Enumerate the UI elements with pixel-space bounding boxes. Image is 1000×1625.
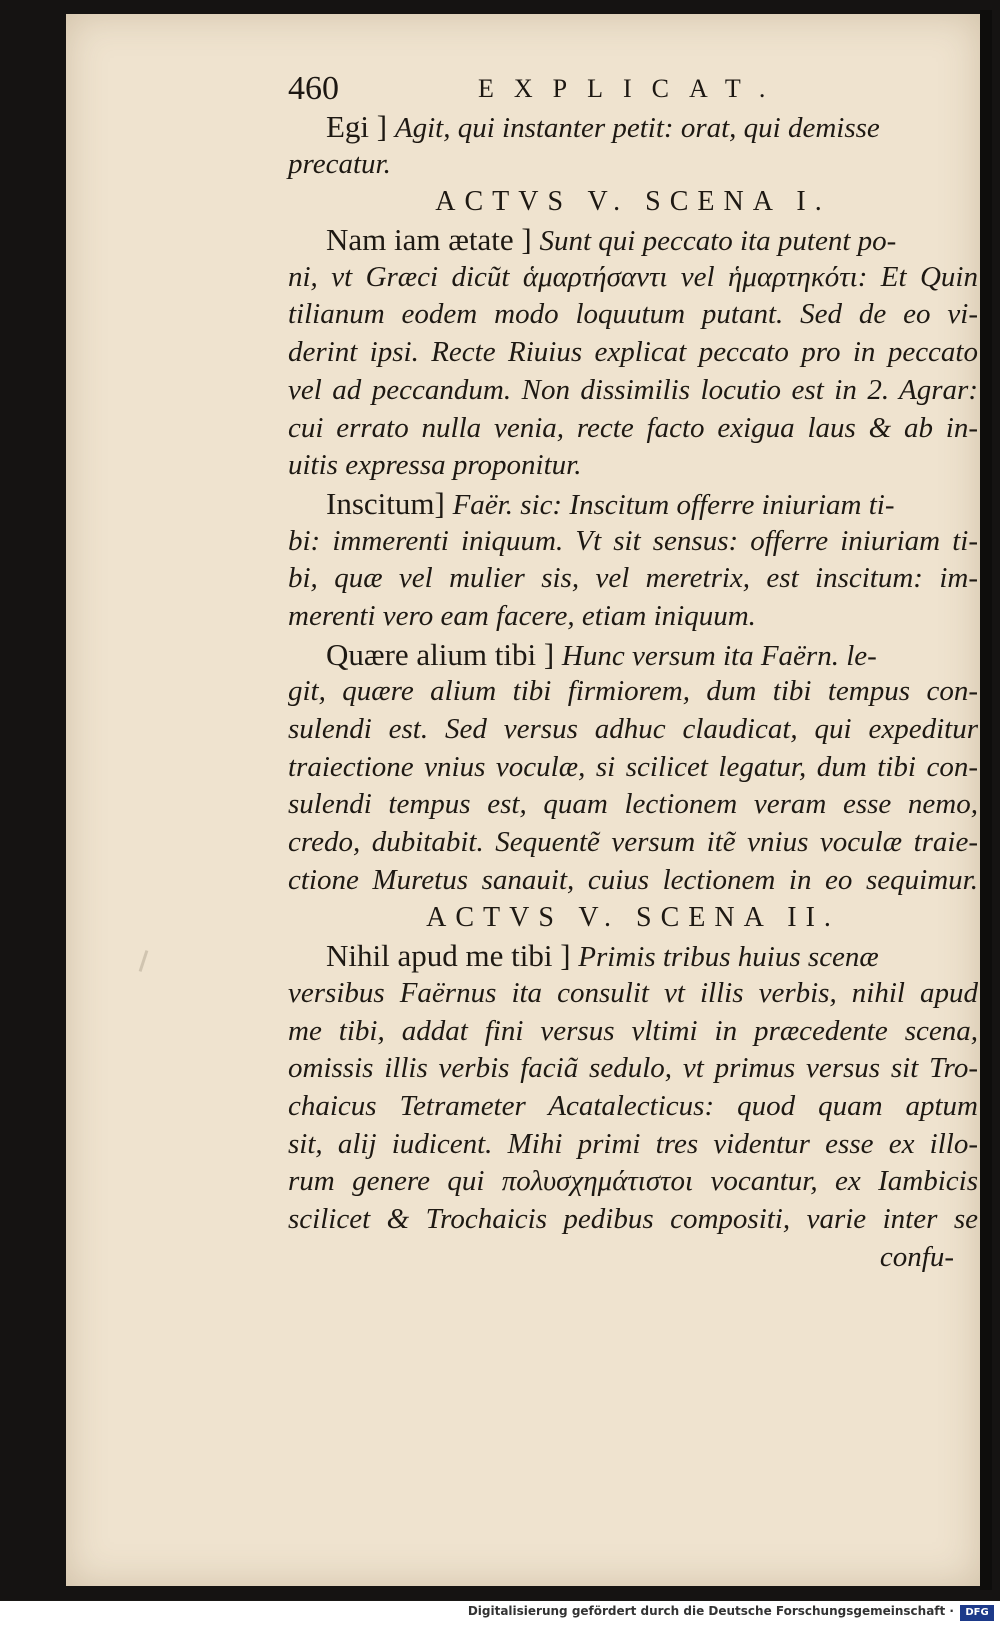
line-text: omissis illis verbis faciã sedulo, vt primus versus sit Tro- <box>288 1052 978 1085</box>
footer-bar <box>0 1601 1000 1625</box>
text-line <box>288 108 978 146</box>
text-line <box>288 711 978 749</box>
line-text: versibus Faërnus ita consulit vt illis verbis, nihil apud <box>288 976 978 1009</box>
line-text: sit, alij iudicent. Mihi primi tres videntur esse ex illo- <box>288 1127 978 1160</box>
lemma: Quære alium tibi ] <box>326 636 562 672</box>
lemma: Nam iam ætate ] <box>326 222 540 258</box>
text-line <box>288 410 978 448</box>
page-body <box>288 108 978 1276</box>
catchword <box>288 1239 978 1277</box>
line-text: merenti vero eam facere, etiam iniquum. <box>288 599 756 632</box>
line-text: Primis tribus huius scenæ <box>578 941 879 974</box>
text-line <box>288 221 978 259</box>
text-line <box>288 1050 978 1088</box>
text-line <box>288 447 978 485</box>
text-line <box>288 786 978 824</box>
line-text: sulendi est. Sed versus adhuc claudicat, qui expeditur <box>288 713 978 745</box>
page-edge <box>980 10 992 1590</box>
line-text: rum genere qui πολυσχημάτιστοι vocantur, ex Iambicis <box>288 1165 978 1198</box>
lemma: Egi ] <box>326 109 395 144</box>
text-line <box>288 975 978 1013</box>
text-line <box>288 636 978 674</box>
text-line <box>288 146 978 184</box>
text-line <box>288 560 978 598</box>
text-line <box>288 1088 978 1126</box>
text-line <box>288 673 978 711</box>
line-text: cui errato nulla venia, recte facto exigua laus & ab in- <box>288 411 978 444</box>
line-text: uitis expressa proponitur. <box>288 449 582 482</box>
line-text: derint ipsi. Recte Riuius explicat peccato pro in peccato <box>288 336 978 369</box>
text-line <box>288 937 978 975</box>
text-line <box>288 1126 978 1164</box>
running-head: EXPLICAT. <box>478 74 786 103</box>
line-text: chaicus Tetrameter Acatalecticus: quod quam aptum <box>288 1089 978 1122</box>
text-line <box>288 1163 978 1201</box>
line-text: traiectione vnius voculæ, si scilicet legatur, dum tibi con- <box>288 750 978 783</box>
text-line <box>288 523 978 561</box>
text-line <box>288 824 978 862</box>
line-text: Faër. sic: Inscitum offerre iniuriam ti- <box>452 488 895 521</box>
text-line <box>288 259 978 297</box>
line-text: vel ad peccandum. Non dissimilis locutio est in 2. Agrar: <box>288 373 978 406</box>
lemma: Nihil apud me tibi ] <box>326 938 579 974</box>
text-line <box>288 296 978 334</box>
line-text: git, quære alium tibi firmiorem, dum tibi tempus con- <box>288 675 978 708</box>
text-line <box>288 334 978 372</box>
line-text: Sunt qui peccato ita putent po- <box>539 225 897 258</box>
dfg-logo: DFG <box>960 1605 994 1621</box>
line-text: sulendi tempus est, quam lectionem veram esse nemo, <box>288 788 978 821</box>
text-line <box>288 485 978 523</box>
line-text: bi, quæ vel mulier sis, vel meretrix, est inscitum: im- <box>288 562 978 595</box>
text-line <box>288 1201 978 1239</box>
scene-heading: ACTVS V. SCENA II. <box>426 902 840 934</box>
line-text: Hunc versum ita Faërn. le- <box>561 639 877 672</box>
line-text: precatur. <box>288 147 391 180</box>
line-text: scilicet & Trochaicis pedibus compositi, varie inter se <box>288 1202 978 1235</box>
line-text: me tibi, addat fini versus vltimi in præcedente scena, <box>288 1014 978 1047</box>
line-text: Agit, qui instanter petit: orat, qui demisse <box>394 112 880 144</box>
line-text: tilianum eodem modo loquutum putant. Sed de eo vi- <box>288 298 978 331</box>
text-line <box>288 372 978 410</box>
line-text: bi: immerenti iniquum. Vt sit sensus: offerre iniuriam ti- <box>288 524 978 557</box>
line-text: ctione Muretus sanauit, cuius lectionem in eo sequimur. <box>288 863 978 896</box>
scene-heading: ACTVS V. SCENA I. <box>435 186 831 218</box>
footer-credit: Digitalisierung gefördert durch die Deutsche Forschungsgemeinschaft · <box>467 1604 954 1618</box>
lemma: Inscitum] <box>326 485 453 521</box>
line-text: ni, vt Græci dicũt ἁμαρτήσαντι vel ἡμαρτηκότι: Et Quin <box>288 260 978 293</box>
text-line <box>288 1013 978 1051</box>
page-number: 460 <box>288 70 339 107</box>
text-line <box>288 749 978 787</box>
line-text: confu- <box>879 1240 954 1273</box>
text-line <box>288 598 978 636</box>
line-text: credo, dubitabit. Sequentẽ versum itẽ vnius voculæ traie- <box>288 826 978 859</box>
text-line <box>288 862 978 900</box>
